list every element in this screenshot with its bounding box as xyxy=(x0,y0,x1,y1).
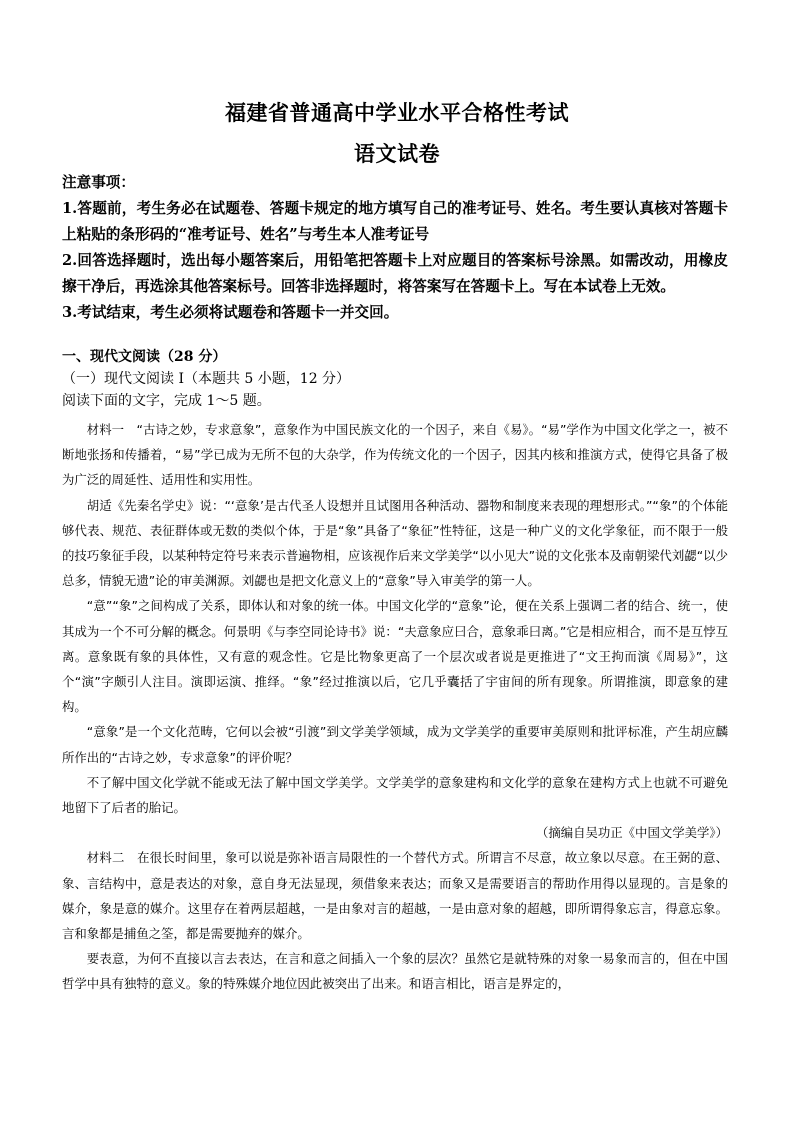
part-title: 一、现代文阅读（28 分） xyxy=(62,349,227,365)
passage-paragraph: 材料二 在很长时间里，象可以说是弥补语言局限性的一个替代方式。所谓言不尽意，故立象以尽意。在王弼的意、象、言结构中，意是表达的对象，意自身无法显现，须借象来表达；而象又是需要语言的帮助作用得以显现的。言是象的媒介，象是意的媒介。这里存在着两层超越，一是由象对言的超越，一是由意对象的超越，即所谓得象忘言，得意忘象。言和象都是捕鱼之筌，都是需要抛弃的媒介。 xyxy=(62,850,728,942)
notice-item-1: 1.答题前，考生务必在试题卷、答题卡规定的地方填写自己的准考证号、姓名。考生要认真核对答题卡上粘贴的条形码的“准考证号、姓名”与考生本人准考证号 xyxy=(62,200,728,243)
passage-paragraph: “意”“象”之间构成了关系，即体认和对象的统一体。中国文化学的“意象”论，便在关系上强调二者的结合、统一，使其成为一个不可分解的概念。何景明《与李空同论诗书》说：“夫意象应曰合，意象乖曰离。”它是相应相合，而不是互悖互离。意象既有象的具体性，又有意的观念性。它是比物象更高了一个层次或者说是更推进了“文王拘而演《周易》”，这个“演”字颇引人注目。演即运演、推绎。“象”经过推演以后，它几乎囊括了宇宙间的所有现象。所谓推演，即意象的建构。 xyxy=(62,598,728,715)
notice-section xyxy=(62,170,728,326)
notice-item-3: 3.考试结束，考生必须将试题卷和答题卡一并交回。 xyxy=(62,304,399,321)
sub-title: （一）现代文阅读 I（本题共 5 小题，12 分） xyxy=(62,371,351,387)
passage-paragraph: 材料一 “古诗之妙，专求意象”，意象作为中国民族文化的一个因子，来自《易》。“易”学作为中国文化学之一，被不断地张扬和传播着，“易”学已成为无所不包的大杂学，作为传统文化的一个因子，因其内核和推演方式，使得它具备了极为广泛的周延性、适用性和实用性。 xyxy=(62,422,728,488)
passage-paragraph: “意象”是一个文化范畴，它何以会被“引渡”到文学美学领域，成为文学美学的重要审美原则和批评标准，产生胡应麟所作出的“古诗之妙，专求意象”的评价呢？ xyxy=(62,724,728,765)
exam-subtitle: 语文试卷 xyxy=(354,141,440,166)
passage-source: （摘编自吴功正《中国文学美学》） xyxy=(535,825,728,841)
reading-passage xyxy=(62,417,728,997)
notice-item-2: 2.回答选择题时，选出每小题答案后，用铅笔把答题卡上对应题目的答案标号涂黑。如需改动，用橡皮擦干净后，再选涂其他答案标号。回答非选择题时，将答案写在答题卡上。写在本试卷上无效。 xyxy=(62,252,728,295)
instruction: 阅读下面的文字，完成 1～5 题。 xyxy=(62,393,271,409)
notice-heading: 注意事项： xyxy=(62,174,135,191)
exam-title: 福建省普通高中学业水平合格性考试 xyxy=(225,100,569,125)
passage-paragraph: 胡适《先秦名学史》说：“‘意象’是古代圣人设想并且试图用各种活动、器物和制度来表现的理想形式。”“象”的个体能够代表、规范、表征群体或无数的类似个体，于是“象”具备了“象征”性特征，这是一种广义的文化学象征，而不限于一般的技巧象征手段，以某种特定符号来表示普遍物相，应该视作后来文学美学“以小见大”说的文化张本及南朝梁代刘勰“以少总多，情貌无遗”论的审美渊源。刘勰也是把文化意义上的“意象”导入审美学的第一人。 xyxy=(62,497,728,589)
passage-paragraph: 不了解中国文化学就不能或无法了解中国文学美学。文学美学的意象建构和文化学的意象在建构方式上也就不可避免地留下了后者的胎记。 xyxy=(62,774,728,816)
passage-paragraph: 要表意，为何不直接以言去表达，在言和意之间插入一个象的层次？虽然它是就特殊的对象一易象而言的，但在中国哲学中具有独特的意义。象的特殊媒介地位因此被突出了出来。和语言相比，语言是界定的， xyxy=(62,951,728,992)
section-header xyxy=(62,346,728,412)
